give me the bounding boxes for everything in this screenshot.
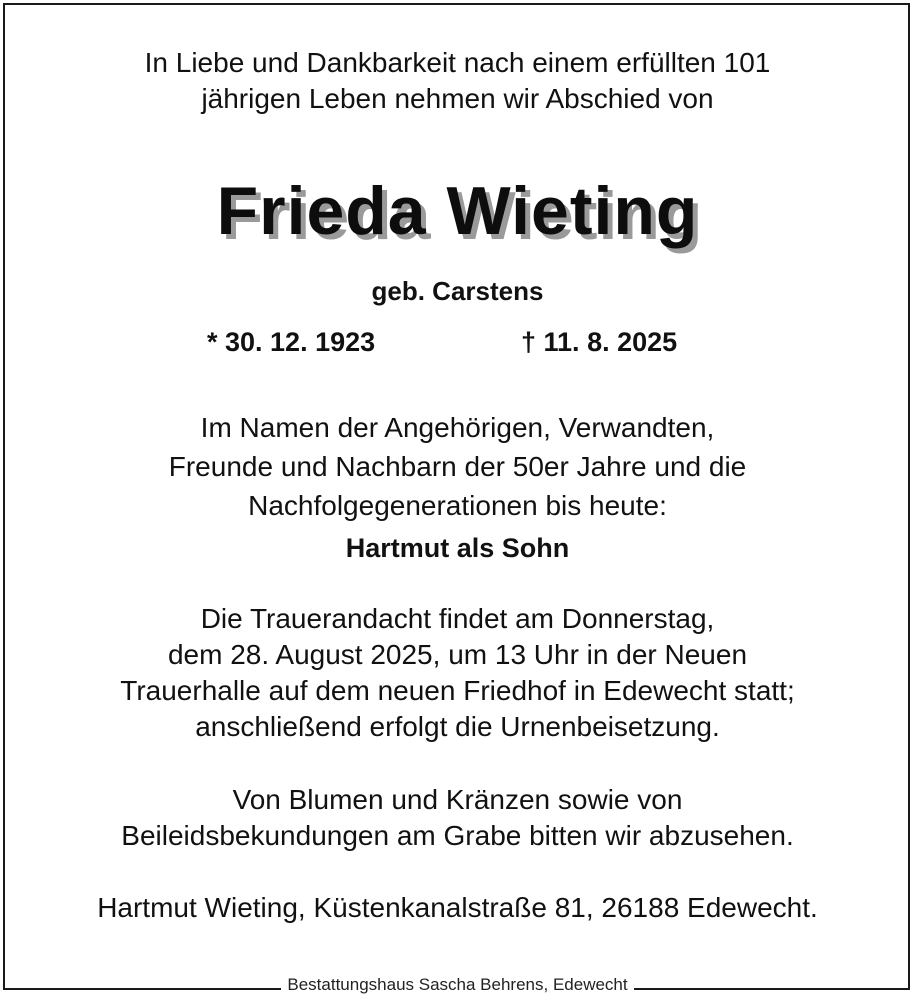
ceremony-line-1: Die Trauerandacht findet am Donnerstag, (200, 603, 715, 634)
ceremony-line-3: Trauerhalle auf dem neuen Friedhof in Edewecht statt; (120, 675, 795, 706)
contact-address: Hartmut Wieting, Küstenkanalstraße 81, 26188 Edewecht. (97, 892, 818, 923)
flowers-line-1: Von Blumen und Kränzen sowie von (232, 784, 683, 815)
intro-line-1: In Liebe und Dankbarkeit nach einem erfüllten 101 (144, 47, 771, 78)
ceremony-line-2: dem 28. August 2025, um 13 Uhr in der Neuen (167, 639, 748, 670)
intro-line-2: jährigen Leben nehmen wir Abschied von (201, 83, 714, 114)
funeral-home-footer (0, 974, 915, 996)
family-line-2: Freunde und Nachbarn der 50er Jahre und die (168, 451, 747, 482)
deceased-name: Frieda Wieting (216, 173, 699, 249)
funeral-home-name: Bestattungshaus Sascha Behrens, Edewecht (281, 974, 633, 996)
death-date: † 11. 8. 2025 (521, 327, 678, 357)
birth-name: geb. Carstens (371, 276, 544, 306)
ceremony-line-4: anschließend erfolgt die Urnenbeisetzung. (195, 711, 720, 742)
flowers-line-2: Beileidsbekundungen am Grabe bitten wir abzusehen. (121, 820, 794, 851)
son-name: Hartmut als Sohn (345, 533, 570, 563)
family-text (0, 408, 915, 525)
intro-text (0, 45, 915, 117)
birth-date: * 30. 12. 1923 (207, 327, 376, 357)
ceremony-text (0, 601, 915, 745)
family-line-3: Nachfolgegenerationen bis heute: (248, 490, 667, 521)
flowers-text (0, 782, 915, 854)
family-line-1: Im Namen der Angehörigen, Verwandten, (200, 412, 715, 443)
